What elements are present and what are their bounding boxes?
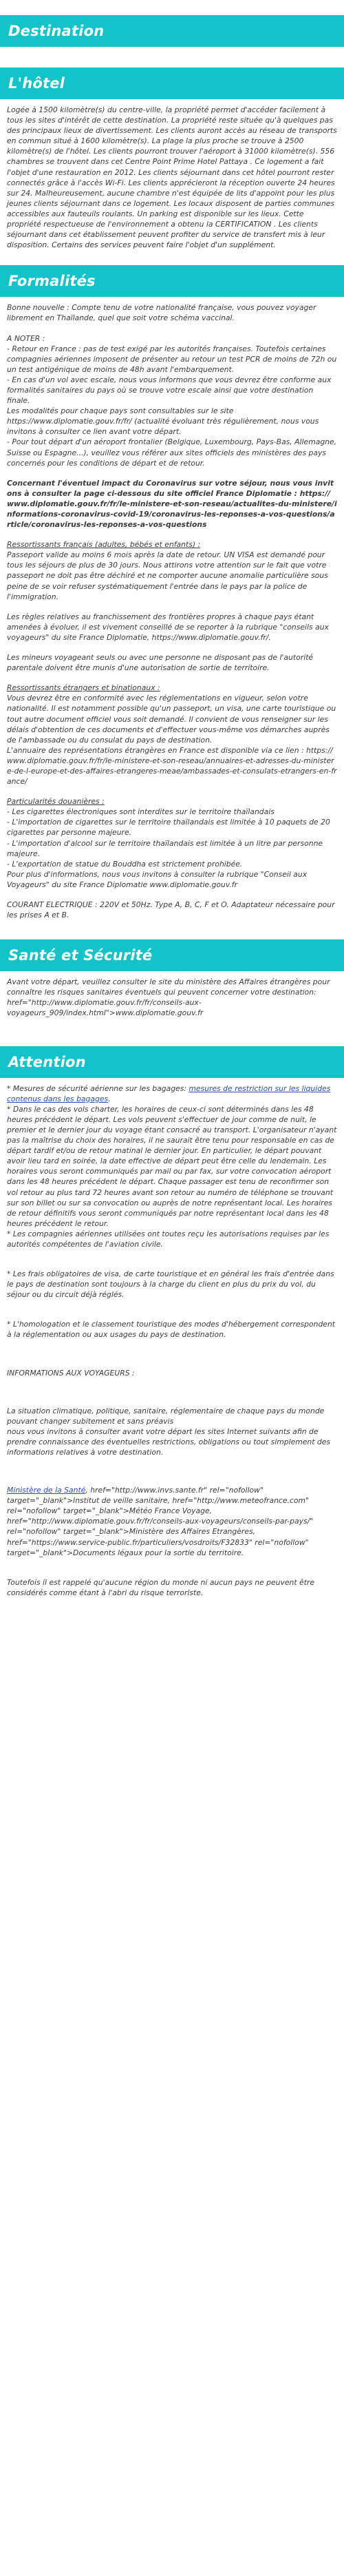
courant-text: COURANT ELECTRIQUE : 220V et 50Hz. Type A, B, C, F et O. Adaptateur nécessaire pour les prises A et B. xyxy=(7,900,335,920)
regles-text: Les règles relatives au franchissement des frontières propres à chaque pays étant amenées à évoluer, il est vivement conseillé de se reporter à la rubrique "conseils aux voyageurs" du site France Diplomatie, https://www.diplomatie.gouv.fr/. xyxy=(7,612,329,642)
frais-text: * Les frais obligatoires de visa, de carte touristique et en général les frais d'entrée dans le pays de destination sont toujours à la charge du client en plus du prix du vol, du séjour ou du circuit déjà réglés. xyxy=(7,1269,334,1300)
section-banner-formalites: Formalités xyxy=(0,265,344,297)
formalites-section xyxy=(0,302,344,920)
bagages-suffix: . xyxy=(108,1094,111,1103)
sites-rest: , href="http://www.invs.sante.fr" rel="nofollow" target="_blank">Institut de veille sanitaire, href="http://www.meteofrance.com" rel="nofollow" target="_blank">Météo France Voyage, href="http://www.diplomatie.gouv.fr/fr/conseils-aux-voyageurs/conseils-par-pays/" rel="nofollow" target="_blank">Ministère des Affaires Etrangères, href="https://www.service-public.fr/particuliers/vosdroits/F32833" rel="nofollow" target="_blank">Documents légaux pour la sortie du territoire. xyxy=(7,1486,314,1557)
retour-text: - Retour en France : pas de test exigé par les autorités françaises. Toutefois certaines compagnies aériennes imposent de présenter au retour un test PCR de moins de 72h ou un test antigénique de moins de 48h avant l'embarquement. xyxy=(7,344,337,374)
voyageurs-text: - Pour tout départ d'un aéroport frontalier (Belgique, Luxembourg, Pays-Bas, Allemagne, Suisse ou Espagne...), veuillez vous référer aux sites officiels des ministères des pays concernés pour les conditions de départ et de retour. xyxy=(7,437,337,468)
ministere-sante-link[interactable]: Ministère de la Santé xyxy=(7,1486,86,1495)
liquides-link[interactable]: mesures de restriction sur les liquides contenus dans les bagages xyxy=(7,1083,331,1103)
sante-text: Avant votre départ, veuillez consulter le site du ministère des Affaires étrangères pour connaître les risques sanitaires éventuels qui peuvent concerner votre destination: href="http://www.diplomatie.gouv.fr/fr/conseils-aux-voyageurs_909/index.html">www.diplomatie.gouv.fr xyxy=(7,977,330,1018)
section-banner-attention: Attention xyxy=(0,1046,344,1078)
douane-heading: Particularités douanières : xyxy=(7,797,105,807)
section-banner-destination: Destination xyxy=(0,15,344,47)
ressortissants-heading: Ressortissants français (adultes, bébés et enfants) : xyxy=(7,540,201,550)
escale-text: - En cas d'un vol avec escale, nous vous informons que vous devrez être conforme aux formalités sanitaires du pays où se trouve votre escale ainsi que votre destination finale. xyxy=(7,375,332,406)
informations-heading: INFORMATIONS AUX VOYAGEURS : xyxy=(7,1368,135,1378)
etrangers-text: Vous devrez être en conformité avec les réglementations en vigueur, selon votre nationalité. Il est notamment possible qu'un passeport, un visa, une carte touristique ou tout autre document officiel vous soit demandé. Il convient de vous renseigner sur les délais d'obtention de ces documents et d'effectuer vous-même vos démarches auprès de l'ambassade ou du consulat du pays de destination. xyxy=(7,694,336,745)
modalites-text: Les modalités pour chaque pays sont consultables sur le site https://www.diplomatie.gouv.fr/fr/ (actualité évoluant très régulièrement, nous vous invitons à consulter ce lien avant votre départ. xyxy=(7,406,319,437)
section-banner-hotel: L'hôtel xyxy=(0,67,344,99)
section-banner-sante: Santé et Sécurité xyxy=(0,939,344,971)
sites-text xyxy=(7,1485,337,1558)
a-noter-heading: A NOTER : xyxy=(7,333,45,343)
terrorisme-text: Toutefois il est rappelé qu'aucune région du monde ni aucun pays ne peuvent être considérés comme étant à l'abri du risque terroriste. xyxy=(7,1577,315,1597)
hotel-section xyxy=(0,105,344,250)
formalites-intro: Bonne nouvelle : Compte tenu de votre nationalité française, vous pouvez voyager librement en Thaïlande, quel que soit votre schéma vaccinal. xyxy=(7,303,316,323)
coronavirus-notice: Concernant l'éventuel impact du Coronavirus sur votre séjour, nous vous invitons à consulter la page ci-dessous du site officiel France Diplomatie : https://www.diplomatie.gouv.fr/fr/le-ministere-et-son-reseau/actualites-du-ministere/informations-coronavirus-covid-19/coronavirus-les-reponses-a-vos-questions/article/coronavirus-les-reponses-a-vos-questions xyxy=(7,478,337,530)
ressortissants-text: Passeport valide au moins 6 mois après la date de retour. UN VISA est demandé pour tous les séjours de plus de 30 jours. Nous attirons votre attention sur le fait que votre passeport ne doit pas être déchiré et ne comporter aucune anomalie particulière sous peine de se voir refuser systématiquement l'entrée dans le pays par la police de l'immigration. xyxy=(7,550,328,601)
mineurs-text: Les mineurs voyageant seuls ou avec une personne ne disposant pas de l'autorité parentale doivent être munis d'une autorisation de sortie de territoire. xyxy=(7,653,314,673)
etrangers-heading: Ressortissants étrangers et binationaux : xyxy=(7,683,160,693)
charter-text: * Dans le cas des vols charter, les horaires de ceux-ci sont déterminés dans les 48 heures précédent le départ. Les vols peuvent s'effectuer de jour comme de nuit, le premier et le dernier jour du voyage étant consacré au transport. L'organisateur n'ayant pas la maîtrise du choix des horaires, il ne saurait être tenu pour responsable en cas de départ tardif et/ou de retour matinal le dernier jour. En particulier, le départ pouvant avoir lieu tard en soirée, la date effective de départ peut être celle du lendemain. Les horaires vous seront communiqués par mail ou par fax, sur votre convocation aéroport dans les 48 heures précédent le départ. Chaque passager est tenu de reconfirmer son vol retour au plus tard 72 heures avant son retour au numéro de téléphone se trouvant sur son billet ou sur sa convocation ou auprès de notre représentant local. Les horaires de retour définitifs vous seront communiqués par notre représentant local dans les 48 heures précédent le retour. * Les compagnies aériennes utilisées ont toutes reçu les autorisations requises par les autorités compétentes de l'aviation civile. xyxy=(7,1104,337,1249)
hotel-description: Logée à 1500 kilomètre(s) du centre-ville, la propriété permet d'accéder facilement à tous les sites d'intérêt de cette destination. La propriété reste située qu'à quelques pas des principaux lieux de divertissement. Les clients auront accès au réseau de transports en commun situé à 1600 kilomètre(s). La plage la plus proche se trouve à 2500 kilomètre(s) de l'hôtel. Les clients pourront trouver l'aéroport à 31000 kilomètre(s). 556 chambres se trouvent dans cet Centre Point Prime Hotel Pattaya . Ce logement a fait l'objet d'une restauration en 2012. Les clients séjournant dans cet hôtel pourront rester connectés grâce à l'accès Wi-Fi. Les clients apprécieront la réception ouverte 24 heures sur 24. Malheureusement, aucune chambre n'est équipée de lits d'appoint pour les plus jeunes clients séjournant dans ce logement. Les locaux disposent de parties communes accessibles aux fauteuils roulants. Un parking est disponible sur les lieux. Cette propriété respectueuse de l'environnement a obtenu la CERTIFICATION . Les clients séjournant dans cet établissement peuvent profiter du service de transfert mis à leur disposition. Certains des services peuvent faire l'objet d'un supplément. xyxy=(7,105,337,250)
homologation-text: * L'homologation et le classement touristique des modes d'hébergement correspondent à la réglementation ou aux usages du pays de destination. xyxy=(7,1320,336,1340)
douane-text: - Les cigarettes électroniques sont interdites sur le territoire thaïlandais - L'importation de cigarettes sur le territoire thaïlandais est limitée à 10 paquets de 20 cigarettes par personne majeure. - L'importation d'alcool sur le territoire thaïlandais est limitée à un litre par personne majeure. - L'exportation de statue du Bouddha est strictement prohibée. Pour plus d'informations, nous vous invitons à consulter la rubrique "Conseil aux Voyageurs" du site France Diplomatie www.diplomatie.gouv.fr xyxy=(7,807,330,889)
attention-section xyxy=(0,1083,344,1598)
situation-text: La situation climatique, politique, sanitaire, réglementaire de chaque pays du monde pouvant changer subitement et sans préavis nous vous invitons à consulter avant votre départ les sites Internet suivants afin de prendre connaissance des éventuelles restrictions, obligations ou tout simplement des informations relatives à votre destination. xyxy=(7,1406,331,1457)
annuaire-text: L'annuaire des représentations étrangères en France est disponible via ce lien : https://www.diplomatie.gouv.fr/fr/le-ministere-et-son-reseau/annuaires-et-adresses-du-ministere-de-l-europe-et-des-affaires-etrangeres-meae/ambassades-et-consulats-etrangers-en-france/ xyxy=(7,745,337,787)
bagages-text xyxy=(7,1083,337,1104)
sante-section xyxy=(0,977,344,1018)
bagages-prefix: * Mesures de sécurité aérienne sur les bagages: xyxy=(7,1083,189,1093)
